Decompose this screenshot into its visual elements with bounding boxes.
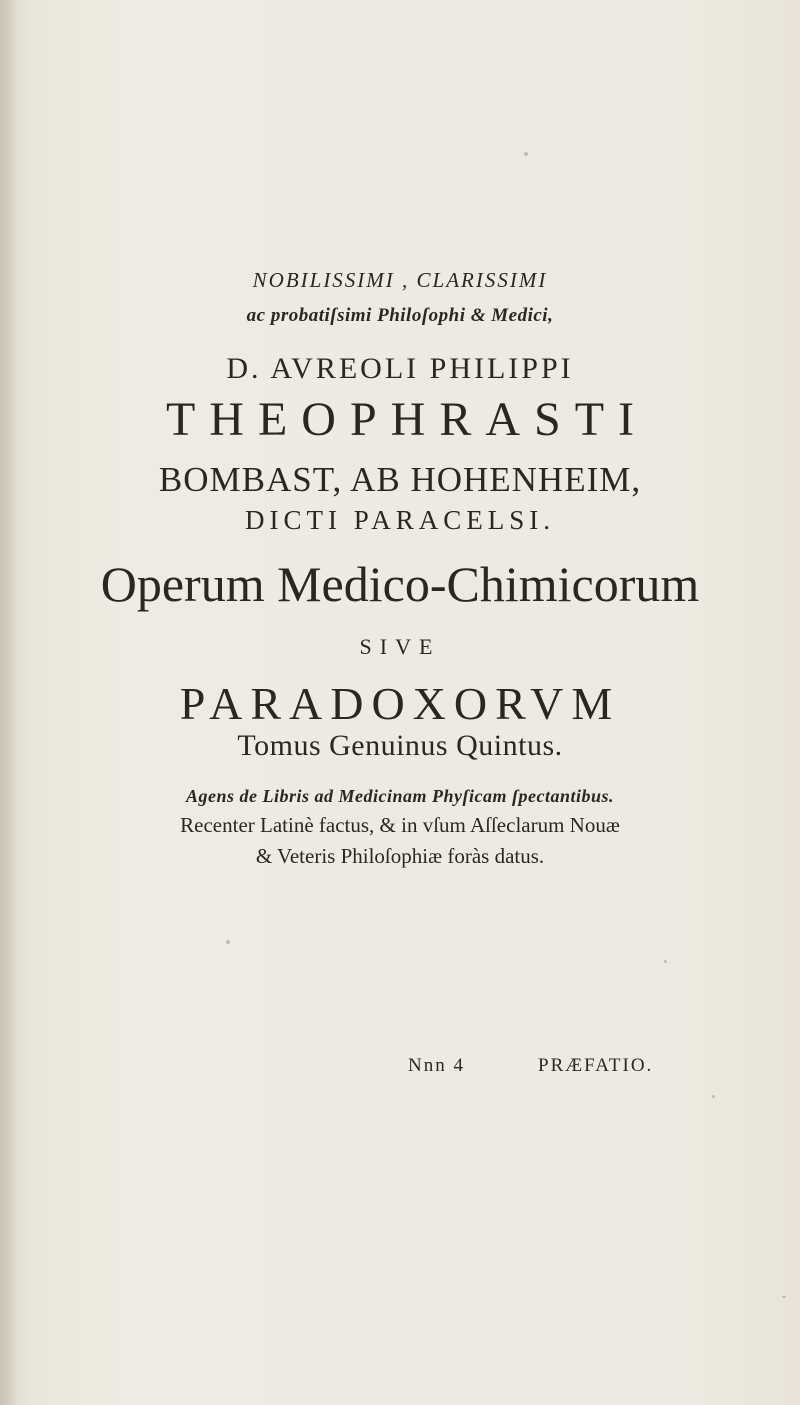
work-title-sive: SIVE	[359, 634, 441, 659]
dedication-line-nobilissimi: NOBILISSIMI , CLARISSIMI	[252, 268, 548, 292]
work-title-operum: Operum Medico-Chimicorum	[100, 556, 700, 612]
paper-speck	[782, 1296, 786, 1298]
work-title-paradoxorum: PARADOXORVM	[179, 678, 621, 729]
catchword: PRÆFATIO.	[538, 1055, 654, 1076]
imprint-line-2: & Veteris Philoſophiæ foràs datus.	[255, 844, 545, 868]
author-name-aureoli: D. AVREOLI PHILIPPI	[226, 352, 574, 385]
author-name-theophrasti: THEOPHRASTI	[165, 393, 648, 446]
paper-speck	[524, 152, 528, 156]
paper-speck	[664, 960, 667, 963]
author-name-bombast: BOMBAST, AB HOHENHEIM,	[158, 460, 642, 499]
volume-title: Tomus Genuinus Quintus.	[237, 729, 563, 762]
paper-speck	[226, 940, 230, 944]
volume-subject: Agens de Libris ad Medicinam Phyſicam ſpectantibus.	[186, 786, 614, 806]
signature-mark: Nnn 4	[408, 1055, 465, 1076]
author-name-paracelsi: DICTI PARACELSI.	[244, 505, 556, 535]
paper-speck	[712, 1095, 715, 1098]
dedication-line-philosophi: ac probatiſsimi Philoſophi & Medici,	[246, 305, 554, 326]
imprint-line-1: Recenter Latinè factus, & in vſum Aſſeclarum Nouæ	[180, 813, 620, 837]
